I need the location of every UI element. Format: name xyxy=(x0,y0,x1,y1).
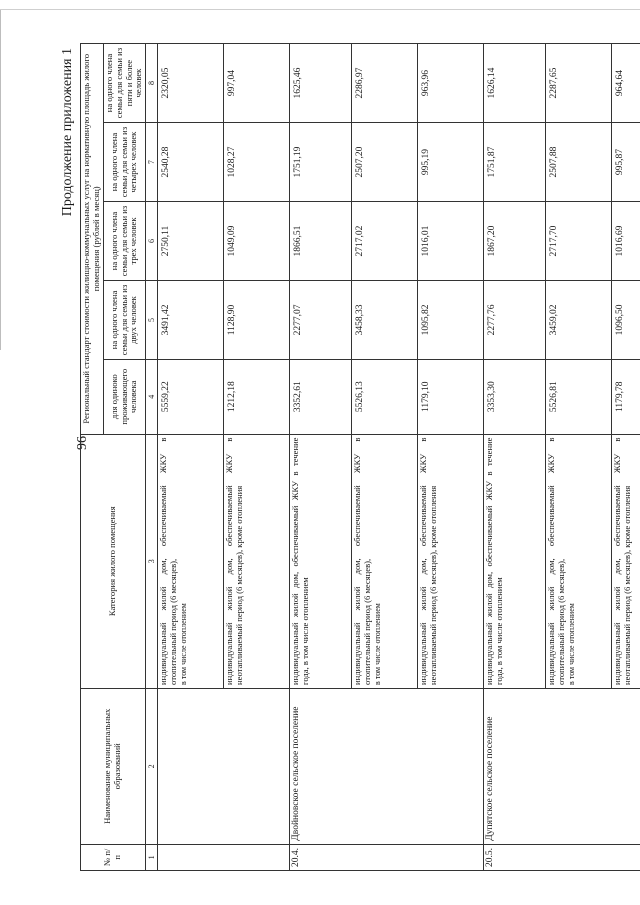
row-value: 2750,11 xyxy=(158,202,224,281)
category-text: индивидуальный жилой дом, обеспечиваемый ЖКУ в отопительный период (6 месяцев), xyxy=(352,437,373,685)
header-five: на одного члена семьи для семьи из пяти и более человек xyxy=(103,44,146,123)
header-municipality: Наименование муниципальных образований xyxy=(81,688,146,844)
row-category xyxy=(418,434,484,688)
row-value: 5526,13 xyxy=(352,359,418,434)
table-row xyxy=(290,44,352,871)
column-number: 8 xyxy=(146,44,158,123)
column-number: 1 xyxy=(146,844,158,870)
table-row xyxy=(158,44,224,871)
page-number: 96 xyxy=(75,436,90,450)
row-value: 3491,42 xyxy=(158,280,224,359)
row-value: 2277,07 xyxy=(290,280,352,359)
row-value: 1625,46 xyxy=(290,44,352,123)
category-subtext: в том числе отоплением xyxy=(179,603,189,685)
row-value: 2507,20 xyxy=(352,123,418,202)
row-value: 1128,90 xyxy=(224,280,290,359)
header-category: Категория жилого помещения xyxy=(81,434,146,688)
column-number: 2 xyxy=(146,688,158,844)
row-value: 1095,82 xyxy=(418,280,484,359)
row-municipality: Двойновское сельское поселение xyxy=(290,688,484,844)
row-value: 2540,28 xyxy=(158,123,224,202)
regional-standard-table xyxy=(80,43,640,871)
row-value: 3352,61 xyxy=(290,359,352,434)
row-value: 1212,18 xyxy=(224,359,290,434)
row-value: 3458,33 xyxy=(352,280,418,359)
header-group-standard: Региональный стандарт стоимости жилищно-коммунальных услуг на нормативную площадь жилого помещения (рублей в месяц) xyxy=(81,44,104,435)
row-value: 1028,27 xyxy=(224,123,290,202)
category-subtext: в том числе отоплением xyxy=(567,603,577,685)
row-value: 1096,50 xyxy=(612,280,640,359)
appendix-label: Продолжение приложения 1 xyxy=(60,48,75,217)
row-value: 2717,02 xyxy=(352,202,418,281)
category-text: индивидуальный жилой дом, обеспечиваемый ЖКУ в отопительный период (6 месяцев), xyxy=(546,437,567,685)
row-value: 995,87 xyxy=(612,123,640,202)
header-single: для одиноко проживающего человека xyxy=(103,359,146,434)
row-value: 5526,81 xyxy=(546,359,612,434)
row-category xyxy=(352,434,418,688)
column-number: 3 xyxy=(146,434,158,688)
category-text: индивидуальный жилой дом, обеспечиваемый ЖКУ в неотапливаемый период (6 месяцев), кроме отопления xyxy=(612,437,633,685)
row-value: 1867,20 xyxy=(484,202,546,281)
category-text: индивидуальный жилой дом, обеспечиваемый ЖКУ в отопительный период (6 месяцев), xyxy=(158,437,179,685)
row-value: 2507,88 xyxy=(546,123,612,202)
row-category xyxy=(484,434,546,688)
row-value: 997,04 xyxy=(224,44,290,123)
row-value: 1016,01 xyxy=(418,202,484,281)
row-value: 2717,70 xyxy=(546,202,612,281)
header-row-top xyxy=(81,44,104,871)
column-number: 5 xyxy=(146,280,158,359)
category-text: индивидуальный жилой дом, обеспечиваемый ЖКУ в неотапливаемый период (6 месяцев), кроме отопления xyxy=(224,437,245,685)
header-three: на одного члена семьи для семьи из трех человек xyxy=(103,202,146,281)
category-subtext: в том числе отоплением xyxy=(373,603,383,685)
column-number: 4 xyxy=(146,359,158,434)
row-value: 995,19 xyxy=(418,123,484,202)
row-value: 2277,76 xyxy=(484,280,546,359)
row-value: 3459,02 xyxy=(546,280,612,359)
row-category xyxy=(612,434,640,688)
column-number: 7 xyxy=(146,123,158,202)
row-value: 3353,30 xyxy=(484,359,546,434)
table-row xyxy=(484,44,546,871)
header-index: № п/п xyxy=(81,844,146,870)
row-category xyxy=(224,434,290,688)
row-municipality: Дупятское сельское поселение xyxy=(484,688,640,844)
row-value: 2286,97 xyxy=(352,44,418,123)
row-value: 1016,69 xyxy=(612,202,640,281)
header-two: на одного члена семьи для семьи из двух человек xyxy=(103,280,146,359)
row-value: 1751,87 xyxy=(484,123,546,202)
row-value: 1866,51 xyxy=(290,202,352,281)
category-text: индивидуальный жилой дом, обеспечиваемый ЖКУ в неотапливаемый период (6 месяцев), кроме отопления xyxy=(418,437,439,685)
row-municipality xyxy=(158,688,290,844)
row-value: 2320,05 xyxy=(158,44,224,123)
row-category xyxy=(158,434,224,688)
row-value: 963,96 xyxy=(418,44,484,123)
header-four: на одного члена семьи для семьи из четырех человек xyxy=(103,123,146,202)
row-category xyxy=(546,434,612,688)
column-number-row xyxy=(146,44,158,871)
row-value: 2287,65 xyxy=(546,44,612,123)
row-index: 20.4. xyxy=(290,844,484,870)
category-text: индивидуальный жилой дом, обеспечиваемый ЖКУ в течение года, в том числе отоплением xyxy=(484,437,505,685)
row-value: 1751,19 xyxy=(290,123,352,202)
row-category xyxy=(290,434,352,688)
row-index: 20.5. xyxy=(484,844,640,870)
row-value: 1179,10 xyxy=(418,359,484,434)
row-value: 5559,22 xyxy=(158,359,224,434)
column-number: 6 xyxy=(146,202,158,281)
category-text: индивидуальный жилой дом, обеспечиваемый ЖКУ в течение года, в том числе отоплением xyxy=(290,437,311,685)
row-value: 1179,78 xyxy=(612,359,640,434)
row-value: 964,64 xyxy=(612,44,640,123)
row-value: 1626,14 xyxy=(484,44,546,123)
row-value: 1049,09 xyxy=(224,202,290,281)
row-index xyxy=(158,844,290,870)
